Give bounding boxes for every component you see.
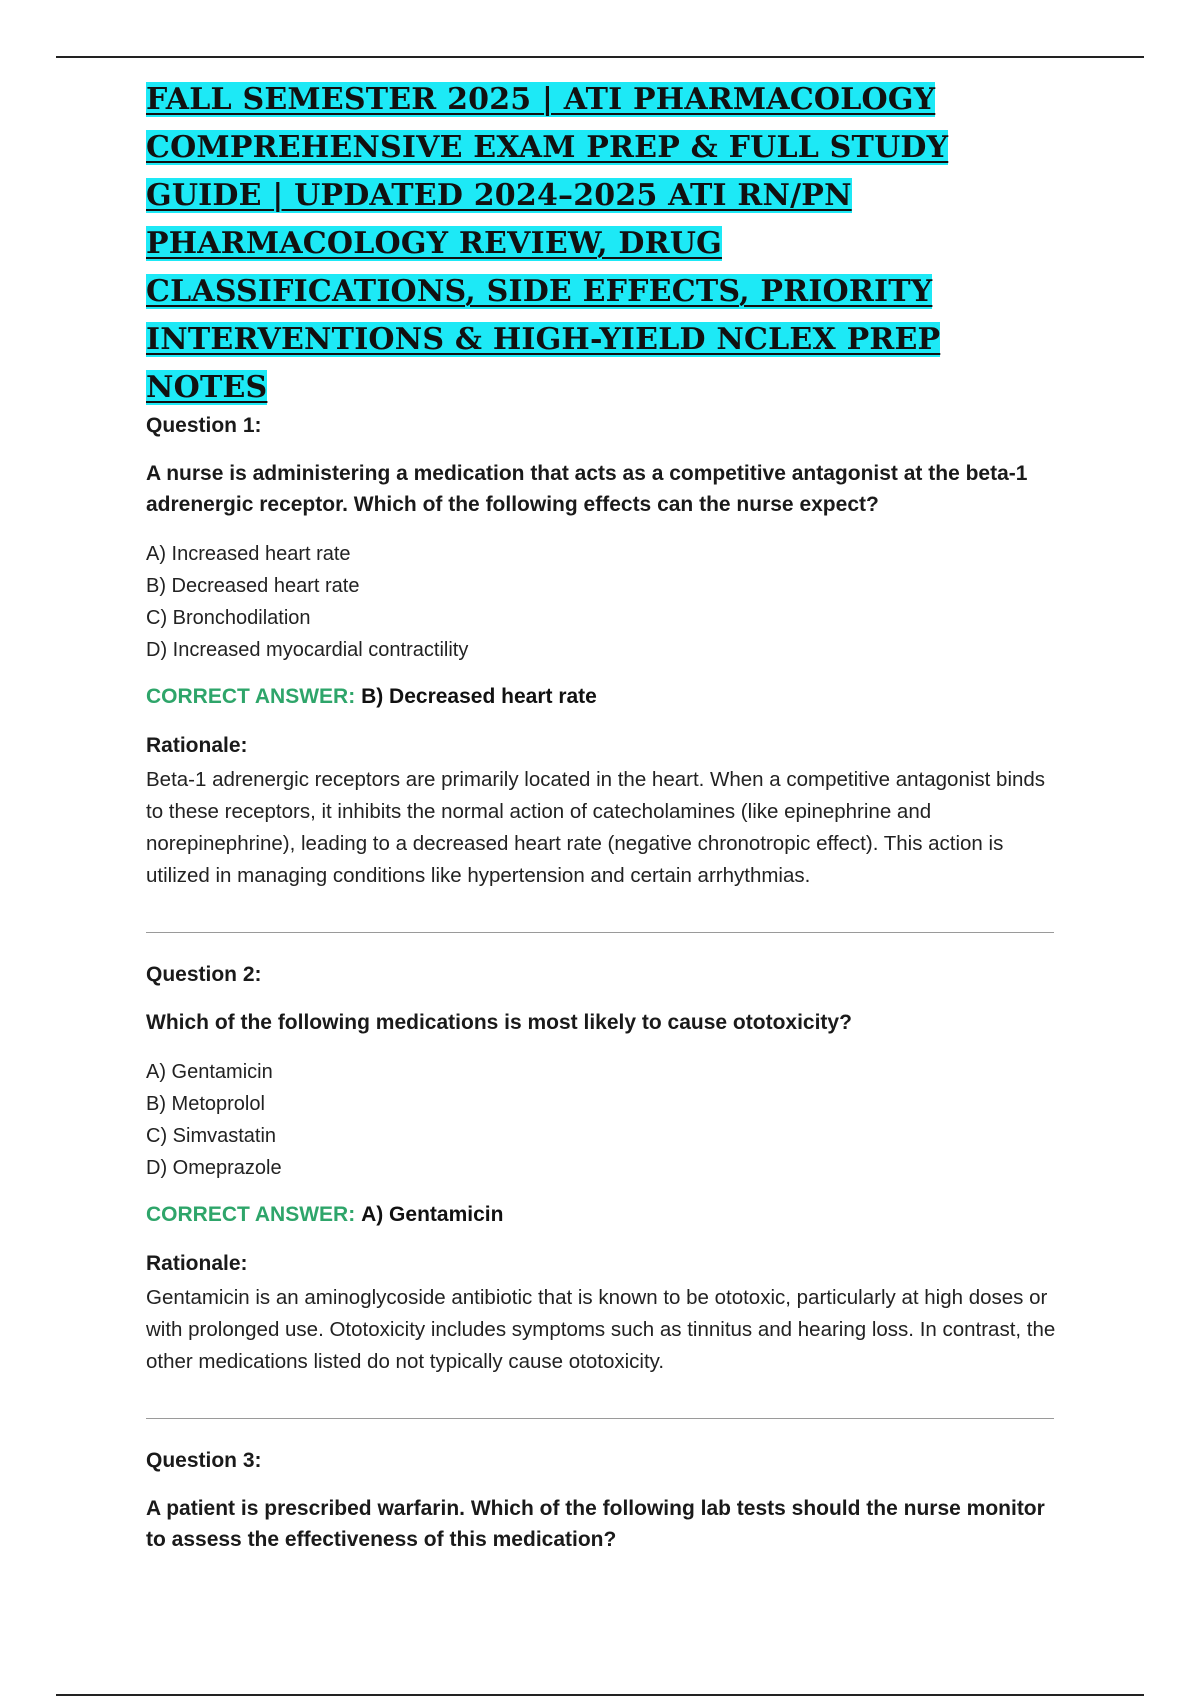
rationale-label: Rationale:	[146, 1252, 248, 1275]
question-divider	[146, 932, 1054, 933]
question-label: Question 2:	[146, 963, 262, 986]
correct-answer-label: CORRECT ANSWER:	[146, 1203, 356, 1226]
answer-options	[146, 1056, 1058, 1184]
question-text: A nurse is administering a medication that acts as a competitive antagonist at the beta-1 adrenergic receptor. Which of the following effects can the nurse expect?	[146, 462, 1028, 516]
question-block-2	[146, 961, 1058, 1378]
option-d: D) Omeprazole	[146, 1157, 282, 1179]
question-label: Question 1:	[146, 414, 262, 437]
option-c: C) Simvastatin	[146, 1125, 277, 1147]
rationale-label: Rationale:	[146, 734, 248, 757]
question-divider	[146, 1418, 1054, 1419]
bottom-rule	[56, 1694, 1144, 1696]
title-highlight: FALL SEMESTER 2025 | ATI PHARMACOLOGY COMPREHENSIVE EXAM PREP & FULL STUDY GUIDE | UPDATED 2024–2025 ATI RN/PN PHARMACOLOGY REVIEW, DRUG CLASSIFICATIONS, SIDE EFFECTS, PRIORITY INTERVENTIONS & HIGH-YIELD NCLEX PREP NOTES	[146, 82, 949, 405]
correct-answer	[146, 1200, 1058, 1230]
correct-answer-value: B) Decreased heart rate	[361, 685, 597, 708]
option-b: B) Decreased heart rate	[146, 575, 360, 597]
rationale-text: Gentamicin is an aminoglycoside antibiotic that is known to be ototoxic, particularly at high doses or with prolonged use. Ototoxicity includes symptoms such as tinnitus and hearing loss. In contrast, the other medications listed do not typically cause ototoxicity.	[146, 1286, 1056, 1373]
option-a: A) Gentamicin	[146, 1061, 273, 1083]
top-rule	[56, 56, 1144, 58]
correct-answer-value: A) Gentamicin	[361, 1203, 504, 1226]
option-d: D) Increased myocardial contractility	[146, 639, 469, 661]
correct-answer	[146, 682, 1058, 712]
question-block-3	[146, 1447, 1058, 1555]
option-c: C) Bronchodilation	[146, 607, 311, 629]
option-b: B) Metoprolol	[146, 1093, 265, 1115]
question-label: Question 3:	[146, 1449, 262, 1472]
option-a: A) Increased heart rate	[146, 543, 351, 565]
rationale-text: Beta-1 adrenergic receptors are primarily located in the heart. When a competitive antagonist binds to these receptors, it inhibits the normal action of catecholamines (like epinephrine and norepinephrine), leading to a decreased heart rate (negative chronotropic effect). This action is utilized in managing conditions like hypertension and certain arrhythmias.	[146, 768, 1046, 887]
question-text: A patient is prescribed warfarin. Which of the following lab tests should the nurse monitor to assess the effectiveness of this medication?	[146, 1497, 1045, 1551]
correct-answer-label: CORRECT ANSWER:	[146, 685, 356, 708]
question-text: Which of the following medications is most likely to cause ototoxicity?	[146, 1011, 852, 1034]
document-title	[146, 76, 1058, 412]
document-body	[146, 76, 1058, 1555]
answer-options	[146, 538, 1058, 666]
question-block-1	[146, 412, 1058, 892]
